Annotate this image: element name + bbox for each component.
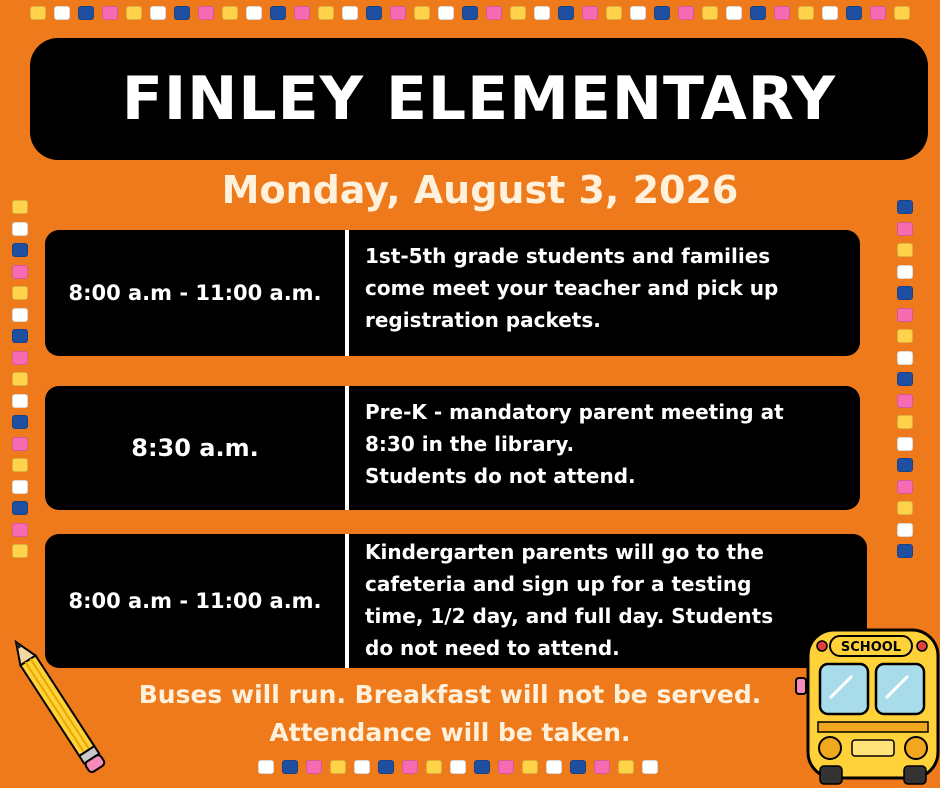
decorative-dot [30, 6, 46, 20]
decorative-dot [390, 6, 406, 20]
decorative-dot [12, 243, 28, 257]
description-line: Students do not attend. [365, 464, 636, 488]
decorative-dot [174, 6, 190, 20]
description-line: time, 1/2 day, and full day. Students [365, 604, 774, 628]
decorative-dot [897, 480, 913, 494]
decorative-dot [897, 265, 913, 279]
decorative-dot [486, 6, 502, 20]
decorative-dot [897, 437, 913, 451]
top-dot-border [30, 6, 910, 20]
decorative-dot [450, 760, 466, 774]
schedule-description [349, 386, 860, 510]
decorative-dot [594, 760, 610, 774]
decorative-dot [474, 760, 490, 774]
decorative-dot [750, 6, 766, 20]
schedule-time: 8:00 a.m - 11:00 a.m. [68, 281, 322, 305]
decorative-dot [12, 458, 28, 472]
decorative-dot [774, 6, 790, 20]
decorative-dot [897, 222, 913, 236]
decorative-dot [354, 760, 370, 774]
decorative-dot [498, 760, 514, 774]
schedule-row-3 [45, 534, 867, 668]
decorative-dot [198, 6, 214, 20]
decorative-dot [402, 760, 418, 774]
decorative-dot [678, 6, 694, 20]
footer-notice-1: Buses will run. Breakfast will not be served. [138, 680, 762, 709]
decorative-dot [630, 6, 646, 20]
schedule-description [349, 230, 860, 356]
bus-sign-text: SCHOOL [840, 640, 902, 655]
schedule-time: 8:30 a.m. [131, 434, 259, 462]
right-dot-border [897, 200, 913, 558]
decorative-dot [897, 372, 913, 386]
pencil-icon [6, 636, 116, 786]
description-line: do not need to attend. [365, 636, 620, 660]
decorative-dot [12, 523, 28, 537]
school-title: FINLEY ELEMENTARY [121, 64, 837, 134]
decorative-dot [270, 6, 286, 20]
decorative-dot [12, 265, 28, 279]
decorative-dot [150, 6, 166, 20]
decorative-dot [12, 308, 28, 322]
decorative-dot [726, 6, 742, 20]
decorative-dot [378, 760, 394, 774]
decorative-dot [897, 286, 913, 300]
description-line: registration packets. [365, 308, 601, 332]
decorative-dot [522, 760, 538, 774]
decorative-dot [426, 760, 442, 774]
decorative-dot [12, 372, 28, 386]
schedule-description [349, 534, 867, 668]
decorative-dot [222, 6, 238, 20]
decorative-dot [897, 329, 913, 343]
decorative-dot [462, 6, 478, 20]
school-bus-icon [794, 626, 940, 788]
decorative-dot [12, 501, 28, 515]
decorative-dot [414, 6, 430, 20]
decorative-dot [897, 415, 913, 429]
description-line: cafeteria and sign up for a testing [365, 572, 752, 596]
description-line: Kindergarten parents will go to the [365, 540, 764, 564]
decorative-dot [897, 523, 913, 537]
decorative-dot [606, 6, 622, 20]
decorative-dot [897, 308, 913, 322]
decorative-dot [870, 6, 886, 20]
decorative-dot [282, 760, 298, 774]
decorative-dot [897, 501, 913, 515]
decorative-dot [294, 6, 310, 20]
schedule-time: 8:00 a.m - 11:00 a.m. [68, 589, 322, 613]
decorative-dot [897, 458, 913, 472]
decorative-dot [318, 6, 334, 20]
decorative-dot [894, 6, 910, 20]
decorative-dot [897, 351, 913, 365]
decorative-dot [702, 6, 718, 20]
description-line: Pre-K - mandatory parent meeting at [365, 400, 784, 424]
decorative-dot [12, 544, 28, 558]
schedule-row-1 [45, 230, 860, 356]
description-line: 1st-5th grade students and families [365, 244, 771, 268]
decorative-dot [822, 6, 838, 20]
decorative-dot [654, 6, 670, 20]
bottom-dot-border [258, 760, 658, 774]
decorative-dot [366, 6, 382, 20]
decorative-dot [12, 394, 28, 408]
decorative-dot [558, 6, 574, 20]
decorative-dot [618, 760, 634, 774]
decorative-dot [12, 415, 28, 429]
decorative-dot [897, 544, 913, 558]
decorative-dot [642, 760, 658, 774]
title-banner [30, 38, 928, 160]
decorative-dot [246, 6, 262, 20]
decorative-dot [342, 6, 358, 20]
decorative-dot [12, 351, 28, 365]
schedule-row-2 [45, 386, 860, 510]
decorative-dot [12, 437, 28, 451]
decorative-dot [897, 243, 913, 257]
decorative-dot [12, 329, 28, 343]
decorative-dot [582, 6, 598, 20]
decorative-dot [510, 6, 526, 20]
decorative-dot [438, 6, 454, 20]
decorative-dot [798, 6, 814, 20]
decorative-dot [570, 760, 586, 774]
decorative-dot [546, 760, 562, 774]
decorative-dot [12, 222, 28, 236]
left-dot-border [12, 200, 28, 558]
decorative-dot [330, 760, 346, 774]
decorative-dot [126, 6, 142, 20]
decorative-dot [534, 6, 550, 20]
decorative-dot [897, 394, 913, 408]
decorative-dot [846, 6, 862, 20]
description-line: 8:30 in the library. [365, 432, 575, 456]
event-date: Monday, August 3, 2026 [221, 168, 739, 212]
footer-notice-2: Attendance will be taken. [269, 718, 631, 747]
decorative-dot [12, 286, 28, 300]
decorative-dot [54, 6, 70, 20]
decorative-dot [306, 760, 322, 774]
description-line: come meet your teacher and pick up [365, 276, 779, 300]
decorative-dot [102, 6, 118, 20]
decorative-dot [78, 6, 94, 20]
decorative-dot [12, 480, 28, 494]
decorative-dot [258, 760, 274, 774]
